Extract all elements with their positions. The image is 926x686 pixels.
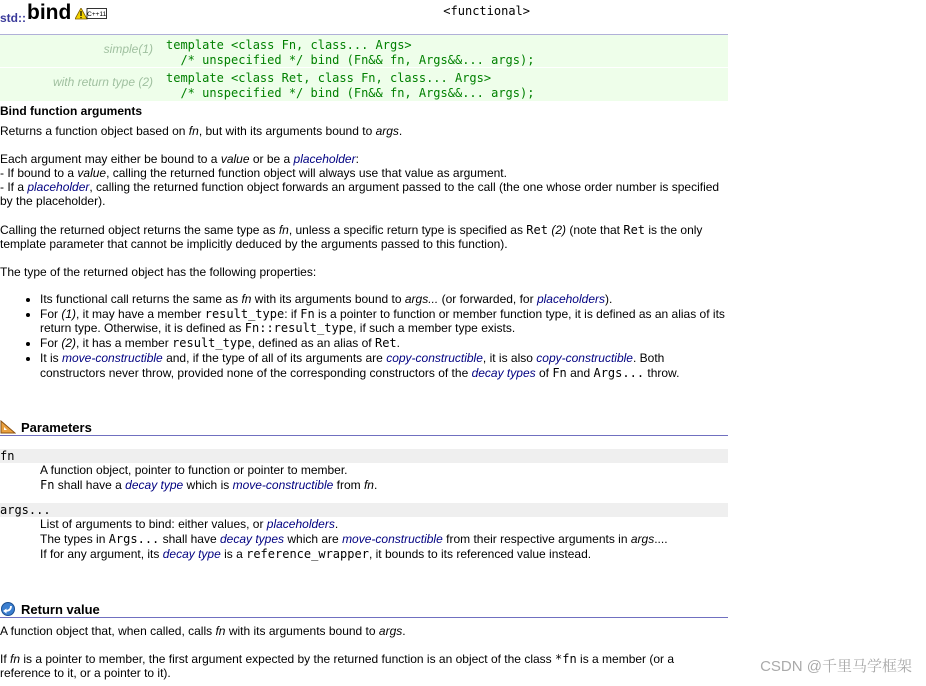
placeholders-link[interactable]: placeholders: [536, 292, 605, 306]
prototype-code: template <class Fn, class... Args> /* unspecified */ bind (Fn&& fn, Args&&... args);: [166, 38, 535, 67]
param-args-description: List of arguments to bind: either values, or placeholders. The types in Args... shall have decay types which are move-constructible from their respective arguments in args.... If for any argument, its decay type is a reference_wrapper, it bounds to its referenced value instead.: [40, 517, 668, 561]
prototype-label: with return type (2): [52, 75, 153, 89]
watermark: CSDN @千里马学框架: [760, 658, 912, 675]
copy-constructible-link[interactable]: copy-constructible: [386, 350, 483, 365]
decay-types-link[interactable]: decay types: [219, 532, 285, 546]
copy-constructible-link[interactable]: copy-constructible: [536, 350, 633, 365]
move-constructible-link[interactable]: move-constructible: [62, 350, 163, 365]
cpp11-warning-icon: [75, 8, 107, 20]
return-value-heading: Return value: [21, 602, 100, 617]
move-constructible-link[interactable]: move-constructible: [342, 532, 443, 546]
prototype-with-return-type: [0, 68, 728, 101]
placeholder-link[interactable]: placeholder: [293, 152, 356, 166]
param-fn-name: fn: [0, 449, 728, 463]
list-item: • For (1), it may have a member result_type: if Fn is a pointer to function or member function type, it is defined as an alias of its return type. Otherwise, it is defined as Fn::result_type, if such a member type exists.: [40, 307, 728, 336]
prototype-code: template <class Ret, class Fn, class... Args> /* unspecified */ bind (Fn&& fn, Args&&... args);: [166, 71, 535, 100]
svg-text:C++11: C++11: [87, 11, 107, 18]
parameters-heading: Parameters: [21, 420, 92, 435]
type-properties-text: The type of the returned object has the following properties:: [0, 265, 317, 279]
prototype-label: simple(1): [103, 42, 153, 56]
prototype-simple: [0, 35, 728, 67]
header-name: <functional>: [443, 4, 530, 18]
return-value-section-header: [0, 601, 728, 618]
decay-type-link[interactable]: decay type: [125, 478, 184, 492]
calling-text: Calling the returned object returns the same type as fn, unless a specific return type is specified as Ret (2) (note that Ret is the only template parameter that cannot be implicitly deduced by the arguments passed to this function).: [0, 223, 703, 251]
return-value-member-text: If fn is a pointer to member, the first argument expected by the returned function is an object of the class *fn is a member (or a reference to it, or a pointer to it).: [0, 652, 675, 680]
return-value-text: A function object that, when called, calls fn with its arguments bound to args.: [0, 624, 406, 638]
param-fn-description: A function object, pointer to function or pointer to member. Fn shall have a decay type which is move-constructible from fn.: [40, 463, 378, 492]
namespace-label: std::: [0, 11, 26, 25]
title-bar: [0, 0, 728, 35]
move-constructible-link[interactable]: move-constructible: [232, 478, 334, 492]
parameters-section-header: [0, 419, 728, 436]
binding-text: Each argument may either be bound to a value or be a placeholder: - If bound to a value, calling the returned function object will always use that value as argument. - If a placeholder, calling the returned function object forwards an argument passed to the call (the one whose order number is specified by the placeholder).: [0, 152, 720, 208]
placeholders-link[interactable]: placeholders: [266, 517, 335, 531]
return-arrow-icon: [0, 602, 16, 616]
ruler-triangle-icon: [0, 420, 16, 434]
param-args-name: args...: [0, 503, 728, 517]
properties-list: [0, 292, 728, 380]
description-heading: Bind function arguments: [0, 104, 142, 118]
intro-text: Returns a function object based on fn, but with its arguments bound to args.: [0, 124, 403, 138]
placeholder-link[interactable]: placeholder: [27, 180, 90, 194]
list-item: • It is move-constructible and, if the type of all of its arguments are copy-constructible, it is also copy-constructible. Both constructors never throw, provided none of the corresponding constructors of the decay types of Fn and Args... throw.: [40, 351, 728, 380]
list-item: • For (2), it has a member result_type, defined as an alias of Ret.: [40, 336, 728, 351]
decay-types-link[interactable]: decay types: [471, 365, 536, 380]
function-name: bind: [27, 1, 72, 24]
decay-type-link[interactable]: decay type: [162, 547, 221, 561]
list-item: • Its functional call returns the same as fn with its arguments bound to args... (or forwarded, for placeholders).: [40, 292, 728, 307]
